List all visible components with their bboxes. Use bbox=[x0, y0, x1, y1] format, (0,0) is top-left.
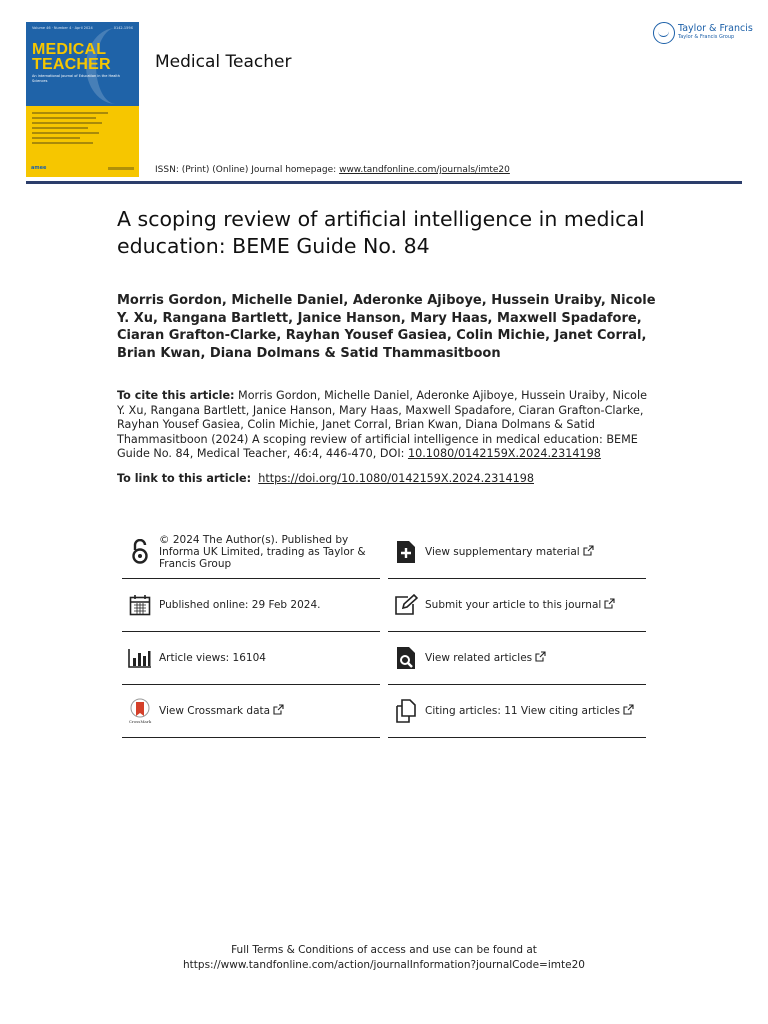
crossmark-cell[interactable] bbox=[122, 685, 380, 738]
calendar-icon bbox=[128, 593, 152, 617]
cover-issn: 0142-159X bbox=[113, 26, 133, 30]
citing-cell[interactable] bbox=[388, 685, 646, 738]
license-cell bbox=[122, 526, 380, 579]
cover-title-line: TEACHER bbox=[32, 56, 111, 73]
article-title: A scoping review of artificial intelligence in medical education: BEME Guide No. 84 bbox=[117, 207, 645, 258]
cover-issue: Volume 46 · Number 4 · April 2024 bbox=[32, 26, 93, 30]
external-link-icon bbox=[535, 651, 546, 665]
published-cell bbox=[122, 579, 380, 632]
issn-line bbox=[155, 165, 510, 175]
cover-subtitle: An international journal of Education in the Health Sciences bbox=[32, 74, 120, 83]
license-text: © 2024 The Author(s). Published by Informa UK Limited, trading as Taylor & Francis Group bbox=[159, 534, 366, 570]
cover-brand: amee bbox=[31, 165, 47, 171]
open-access-icon bbox=[128, 540, 152, 564]
supplementary-label: View supplementary material bbox=[425, 546, 580, 558]
author-list: Morris Gordon, Michelle Daniel, Aderonke Ajiboye, Hussein Uraiby, Nicole Y. Xu, Rangana Bartlett, Janice Hanson, Mary Haas, Maxwell Spadafore, Ciaran Grafton-Clarke, Rayhan Yousef Gasiea, Colin Michie, Janet Corral, Brian Kwan, Diana Dolmans & Satid Thammasitboon bbox=[117, 293, 656, 361]
external-link-icon bbox=[623, 704, 634, 718]
cite-text: Morris Gordon, Michelle Daniel, Aderonke Ajiboye, Hussein Uraiby, Nicole Y. Xu, Rangana Bartlett, Janice Hanson, Mary Haas, Maxwell Spadafore, Ciaran Grafton-Clarke, Rayhan Yousef Gasiea, Colin Michie, Janet Corral, Brian Kwan, Diana Dolmans & Satid Thammasitboon (2024) A scoping review of artificial intelligence in medical education: BEME Guide No. 84, Medical Teacher, 46:4, 446-470, DOI: bbox=[117, 389, 647, 460]
issn-prefix: ISSN: (Print) (Online) Journal homepage: bbox=[155, 165, 340, 175]
crossmark-link[interactable] bbox=[159, 704, 381, 718]
supplementary-icon bbox=[394, 540, 418, 564]
doi-link[interactable]: 10.1080/0142159X.2024.2314198 bbox=[407, 447, 601, 460]
submit-cell[interactable] bbox=[388, 579, 646, 632]
cover-footer bbox=[31, 165, 134, 171]
published-date: Published online: 29 Feb 2024. bbox=[159, 599, 321, 611]
publisher-group: Taylor & Francis Group bbox=[678, 34, 735, 40]
submit-label: Submit your article to this journal bbox=[425, 599, 602, 611]
citing-link[interactable] bbox=[425, 704, 647, 718]
supplementary-cell[interactable] bbox=[388, 526, 646, 579]
views-cell bbox=[122, 632, 380, 685]
publisher-logo[interactable] bbox=[653, 22, 753, 44]
related-label: View related articles bbox=[425, 652, 533, 664]
citing-label: Citing articles: 11 View citing articles bbox=[425, 705, 620, 717]
terms-url[interactable]: https://www.tandfonline.com/action/journalInformation?journalCode=imte20 bbox=[183, 959, 585, 971]
crossmark-icon bbox=[128, 699, 152, 723]
citing-icon bbox=[394, 699, 418, 723]
external-link-icon bbox=[604, 598, 615, 612]
publisher-mini-logo bbox=[108, 167, 134, 170]
cite-label: To cite this article: bbox=[117, 389, 235, 402]
related-link[interactable] bbox=[425, 651, 647, 665]
article-link-line bbox=[117, 472, 647, 485]
info-column-left bbox=[122, 526, 380, 738]
external-link-icon bbox=[583, 545, 594, 559]
cover-title-line: MEDICAL bbox=[32, 41, 107, 58]
svg-text:CrossMark: CrossMark bbox=[128, 719, 152, 724]
link-label: To link to this article: bbox=[117, 472, 252, 485]
supplementary-link[interactable] bbox=[425, 545, 647, 559]
article-views: Article views: 16104 bbox=[159, 652, 266, 664]
article-doi-url[interactable]: https://doi.org/10.1080/0142159X.2024.2314198 bbox=[258, 472, 534, 485]
info-column-right bbox=[388, 526, 646, 738]
terms-footer bbox=[0, 943, 768, 973]
publisher-name: Taylor & Francis bbox=[678, 23, 753, 34]
citation-block bbox=[117, 389, 647, 462]
journal-name: Medical Teacher bbox=[155, 52, 292, 72]
header-divider bbox=[26, 181, 742, 184]
bar-chart-icon bbox=[128, 646, 152, 670]
related-cell[interactable] bbox=[388, 632, 646, 685]
crossmark-label: View Crossmark data bbox=[159, 705, 271, 717]
terms-text: Full Terms & Conditions of access and use can be found at bbox=[231, 944, 537, 956]
cover-title bbox=[32, 42, 111, 72]
journal-homepage-link[interactable]: www.tandfonline.com/journals/imte20 bbox=[339, 165, 510, 175]
cover-contents-lines bbox=[32, 112, 112, 147]
publisher-logo-icon bbox=[653, 22, 675, 44]
edit-icon bbox=[394, 593, 418, 617]
journal-cover[interactable] bbox=[26, 22, 139, 177]
external-link-icon bbox=[273, 704, 284, 718]
submit-link[interactable] bbox=[425, 598, 647, 612]
search-document-icon bbox=[394, 646, 418, 670]
